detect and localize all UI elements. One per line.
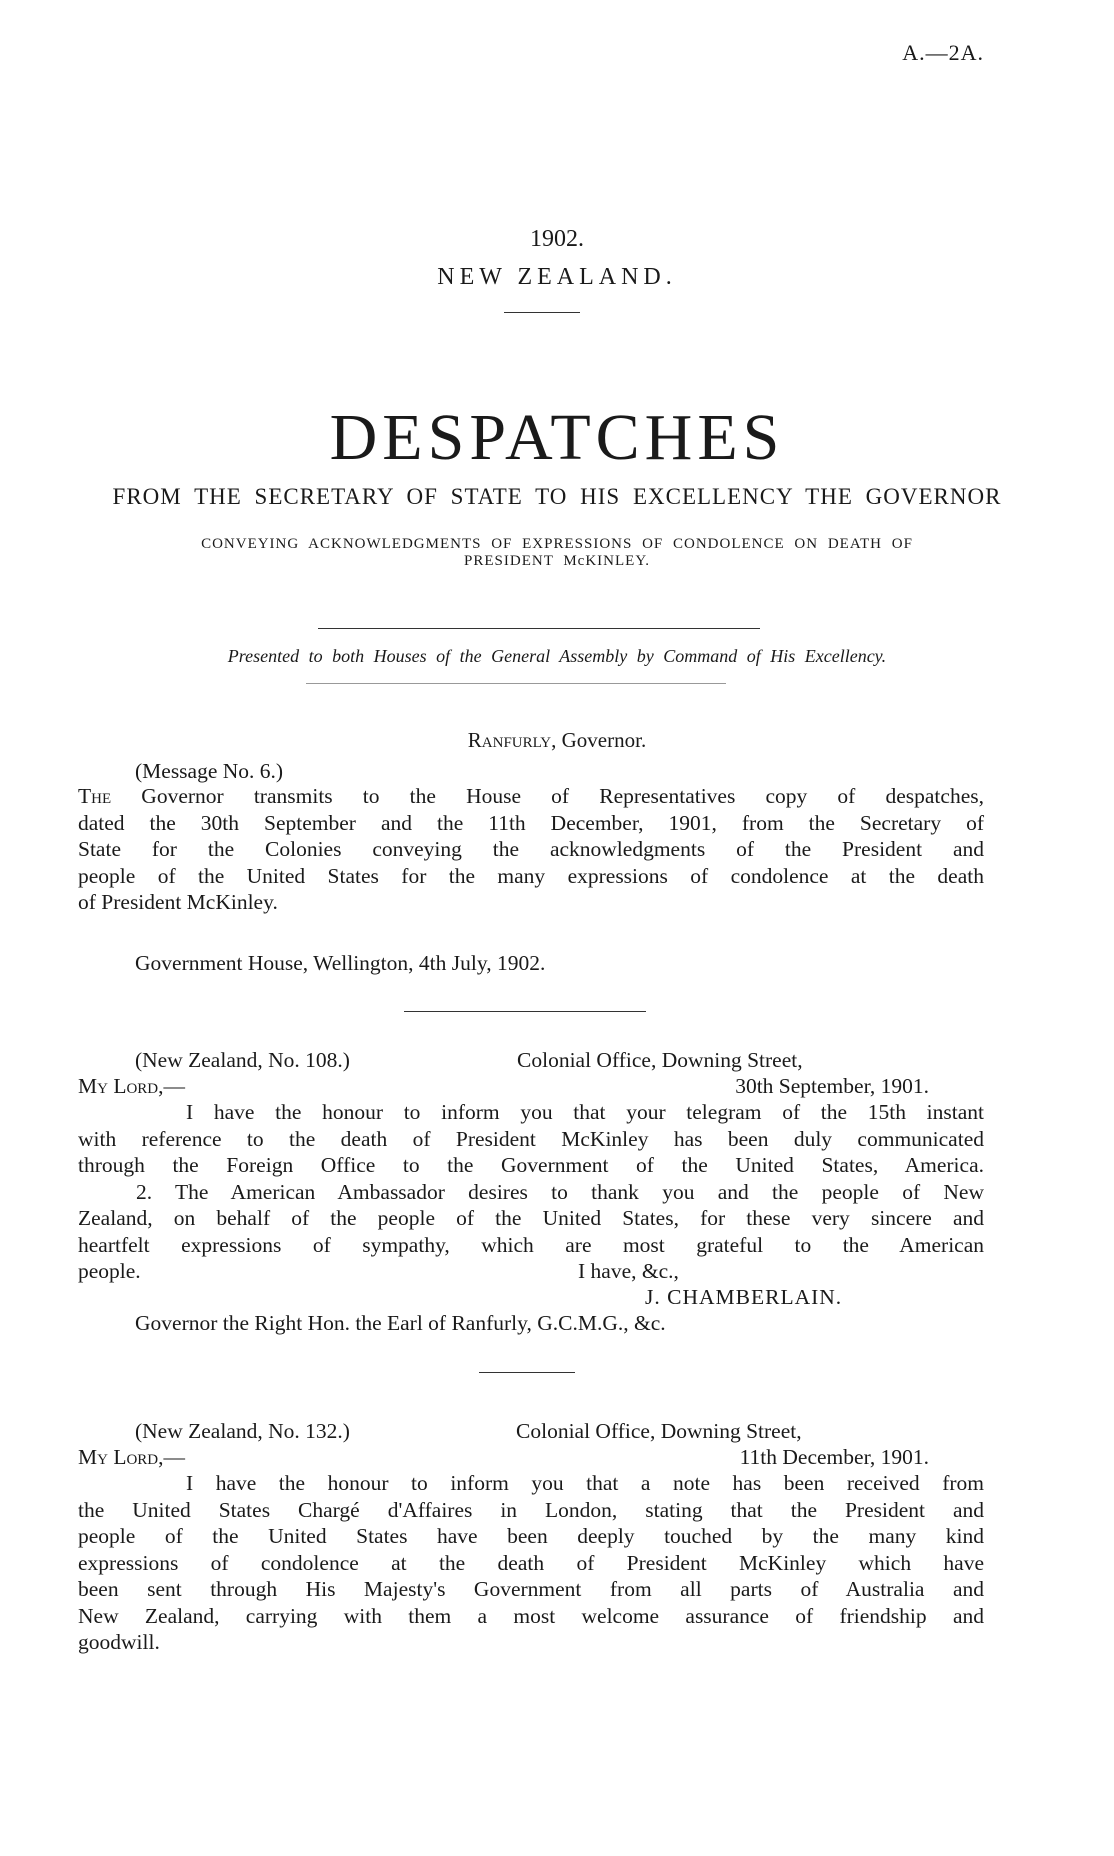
message-body	[78, 783, 984, 916]
first-word: The	[78, 784, 112, 808]
despatch-office: Colonial Office, Downing Street,	[517, 1048, 803, 1072]
line-text: Governor transmits to the House of Representatives copy of despatches,	[111, 784, 984, 808]
document-subtitle: FROM THE SECRETARY OF STATE TO HIS EXCELLENCY THE GOVERNOR	[112, 484, 1002, 509]
document-subject	[130, 536, 984, 571]
signatory-title: , Governor.	[551, 728, 647, 752]
document-title: DESPATCHES	[329, 401, 785, 474]
body-line: New Zealand, carrying with them a most welcome assurance of friendship and	[78, 1603, 984, 1628]
despatch-addressee: Governor the Right Hon. the Earl of Ranfurly, G.C.M.G., &c.	[135, 1311, 666, 1335]
country: NEW ZEALAND.	[437, 264, 677, 290]
body-line: Zealand, on behalf of the people of the United States, for these very sincere and	[78, 1206, 984, 1230]
subject-line: CONVEYING ACKNOWLEDGMENTS OF EXPRESSIONS OF CONDOLENCE ON DEATH OF	[201, 536, 913, 552]
presented-line: Presented to both Houses of the General Assembly by Command of His Excellency.	[227, 646, 887, 666]
despatch-closing: I have, &c.,	[578, 1259, 679, 1283]
divider	[504, 312, 580, 313]
body-line: through the Foreign Office to the Government of the United States, America.	[78, 1153, 984, 1177]
message-place-date: Government House, Wellington, 4th July, 1902.	[135, 951, 546, 975]
message-signatory	[0, 728, 1114, 753]
body-line: people.	[78, 1259, 141, 1283]
signatory-name: Ranfurly	[467, 728, 552, 752]
despatch-office: Colonial Office, Downing Street,	[516, 1419, 802, 1443]
despatch-signature: J. CHAMBERLAIN.	[645, 1285, 843, 1309]
despatch-salutation: My Lord,—	[78, 1074, 186, 1098]
subject-line: PRESIDENT McKINLEY.	[464, 553, 650, 570]
divider	[306, 683, 726, 684]
body-line	[78, 783, 984, 810]
despatch-body	[78, 1099, 984, 1258]
body-line: State for the Colonies conveying the acknowledgments of the President and	[78, 837, 984, 861]
body-line: people of the United States have been deeply touched by the many kind	[78, 1524, 984, 1548]
body-line: 2. The American Ambassador desires to thank you and the people of New	[136, 1179, 984, 1204]
year: 1902.	[530, 226, 584, 252]
body-line: I have the honour to inform you that your telegram of the 15th instant	[186, 1100, 984, 1124]
body-line: I have the honour to inform you that a note has been received from	[186, 1471, 984, 1495]
despatch-date: 11th December, 1901.	[739, 1445, 929, 1469]
divider	[318, 628, 760, 629]
body-line: the United States Chargé d'Affaires in London, stating that the President and	[78, 1497, 984, 1522]
message-number: (Message No. 6.)	[135, 759, 284, 783]
despatch-salutation: My Lord,—	[78, 1445, 186, 1469]
divider	[404, 1011, 646, 1012]
despatch-date: 30th September, 1901.	[735, 1074, 929, 1098]
body-line: of President McKinley.	[78, 890, 278, 914]
body-line: people of the United States for the many expressions of condolence at the death	[78, 863, 984, 888]
page-reference: A.—2A.	[902, 40, 984, 65]
body-line: expressions of condolence at the death of President McKinley which have	[78, 1550, 984, 1575]
body-line: heartfelt expressions of sympathy, which are most grateful to the American	[78, 1232, 984, 1257]
despatch-body	[78, 1470, 984, 1656]
body-line: with reference to the death of President McKinley has been duly communicated	[78, 1126, 984, 1151]
body-line: dated the 30th September and the 11th December, 1901, from the Secretary of	[78, 810, 984, 835]
despatch-reference: (New Zealand, No. 132.)	[135, 1419, 350, 1443]
divider	[479, 1372, 575, 1373]
body-line: been sent through His Majesty's Government from all parts of Australia and	[78, 1577, 984, 1601]
despatch-reference: (New Zealand, No. 108.)	[135, 1048, 350, 1072]
body-line: goodwill.	[78, 1630, 160, 1654]
